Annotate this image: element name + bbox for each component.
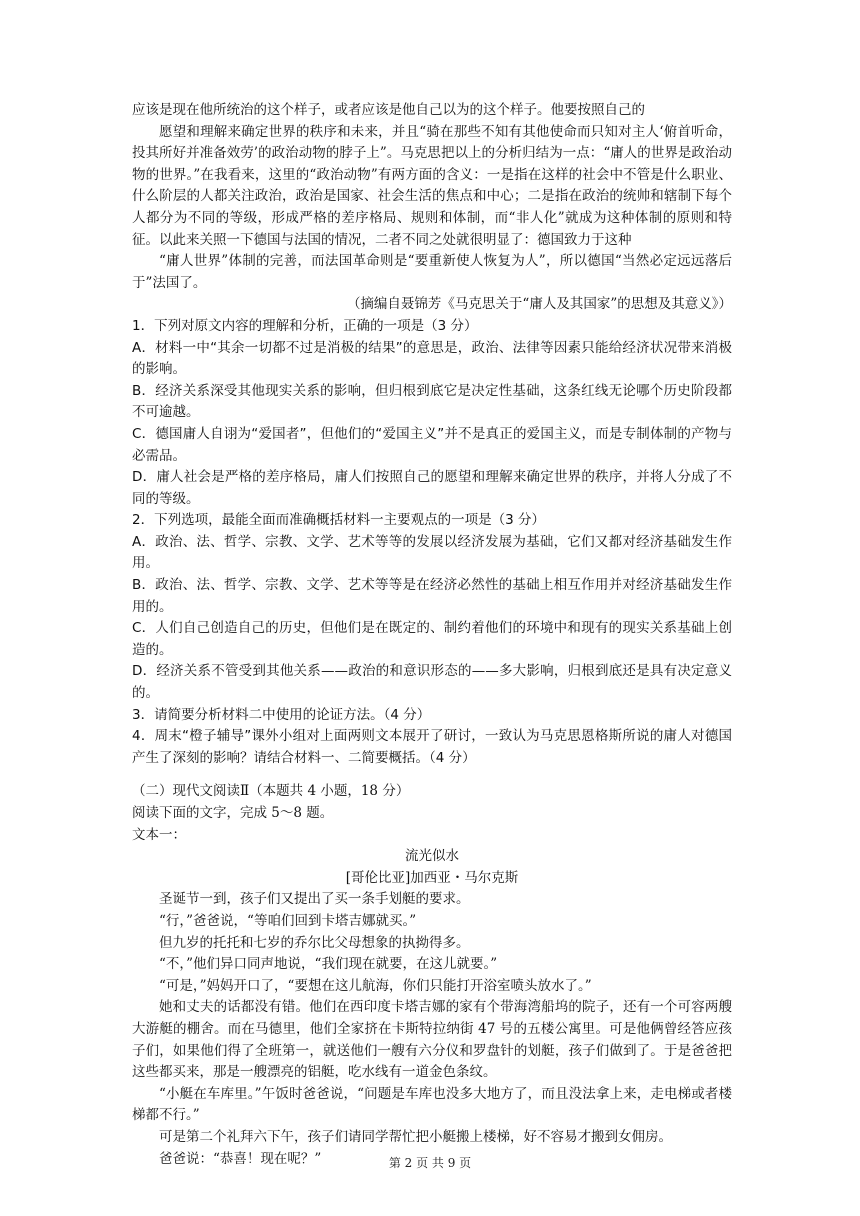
- question-2-option-c: C．人们自己创造自己的历史，但他们是在既定的、制约着他们的环境中和现有的现实关系基础上创造的。: [132, 620, 732, 658]
- question-2-option-d: D．经济关系不管受到其他关系——政治的和意识形态的——多大影响，归根到底还是具有决定意义的。: [132, 663, 732, 702]
- story-author: [哥伦比亚]加西亚・马尔克斯: [345, 869, 519, 886]
- question-2-option-a: A．政治、法、哲学、宗教、文学、艺术等等的发展以经济发展为基础，它们又都对经济基础发生作用。: [132, 533, 732, 572]
- story-paragraph: “可是，”妈妈开口了，“要想在这儿航海，你们只能打开浴室喷头放水了。”: [159, 977, 592, 994]
- source-citation: （摘编自聂锦芳《马克思关于“庸人及其国家”的思想及其意义》）: [346, 296, 732, 313]
- question-1-option-b: B．经济关系深受其他现实关系的影响，但归根到底它是决定性基础，这条红线无论哪个历史阶段都不可逾越。: [132, 382, 732, 421]
- question-1-option-d: D．庸人社会是严格的差序格局，庸人们按照自己的愿望和理解来确定世界的秩序，并将人分成了不同的等级。: [132, 469, 732, 507]
- question-1-option-a: A．材料一中“其余一切都不过是消极的结果”的意思是，政治、法律等因素只能给经济状况带来消极的影响。: [132, 339, 732, 378]
- story-paragraph: 她和丈夫的话都没有错。他们在西印度卡塔吉娜的家有个带海湾船坞的院子，还有一个可容两艘大游艇的棚舍。而在马德里，他们全家挤在卡斯特拉纳街 47 号的五楼公寓里。可是他俩曾经答应孩子们，如果他们得了全班第一，就送他们一艘有六分仪和罗盘针的划艇，孩子们做到了。于是爸爸把这些都买来，那是一艘漂亮的铝艇，吃水线有一道金色条纹。: [132, 999, 732, 1081]
- question-1-option-c: C．德国庸人自诩为“爱国者”，但他们的“爱国主义”并不是真正的爱国主义，而是专制体制的产物与必需品。: [132, 425, 732, 464]
- story-paragraph: “行，”爸爸说，“等咱们回到卡塔吉娜就买。”: [159, 912, 417, 929]
- question-3: 3．请简要分析材料二中使用的论证方法。（4 分）: [132, 706, 431, 723]
- story-paragraph: 但九岁的托托和七岁的乔尔比父母想象的执拗得多。: [159, 934, 470, 951]
- story-paragraph: 圣诞节一到，孩子们又提出了买一条手划艇的要求。: [159, 891, 470, 908]
- question-2: 2．下列选项，最能全面而准确概括材料一主要观点的一项是（3 分）: [132, 512, 545, 529]
- document-body: [132, 100, 732, 1170]
- paragraph: 应该是现在他所统治的这个样子，或者应该是他自己以为的这个样子。他要按照自己的: [132, 102, 645, 118]
- story-paragraph: “小艇在车库里。”午饭时爸爸说，“问题是车库也没多大地方了，而且没法拿上来，走电梯或者楼梯都不行。”: [132, 1085, 732, 1124]
- story-paragraph: “不，”他们异口同声地说，“我们现在就要，在这儿就要。”: [159, 956, 498, 973]
- paragraph: “庸人世界”体制的完善，而法国革命则是“要重新使人恢复为人”，所以德国“当然必定远远落后于”法国了。: [132, 253, 732, 291]
- question-1: 1．下列对原文内容的理解和分析，正确的一项是（3 分）: [132, 317, 478, 334]
- paragraph: 愿望和理解来确定世界的秩序和未来，并且“骑在那些不知有其他使命而只知对主人‘俯首听命，投其所好并准备效劳’的政治动物的脖子上”。马克思把以上的分析归结为一点：“庸人的世界是政治动物的世界。”在我看来，这里的“政治动物”有两方面的含义：一是指在这样的社会中不管是什么职业、什么阶层的人都关注政治，政治是国家、社会生活的焦点和中心；二是指在政治的统帅和辖制下每个人都分为不同的等级，形成严格的差序格局、规则和体制，而“非人化”就成为这种体制的原则和特征。以此来关照一下德国与法国的情况，二者不同之处就很明显了：德国致力于这种: [132, 123, 732, 248]
- reading-instruction: 阅读下面的文字，完成 5～8 题。: [132, 805, 334, 821]
- section-heading: （二）现代文阅读Ⅱ（本题共 4 小题，18 分）: [132, 783, 410, 800]
- spacer: [132, 769, 732, 781]
- question-4: 4．周末“橙子辅导”课外小组对上面两则文本展开了研讨，一致认为马克思恩格斯所说的庸人对德国产生了深刻的影响？请结合材料一、二简要概括。（4 分）: [132, 728, 732, 766]
- page-number: 第 2 页 共 9 页: [388, 1156, 472, 1170]
- text-label: 文本一：: [132, 826, 186, 843]
- story-title: 流光似水: [405, 848, 459, 865]
- story-paragraph: 爸爸说：“恭喜！现在呢？”: [159, 1150, 322, 1167]
- story-paragraph: 可是第二个礼拜六下午，孩子们请同学帮忙把小艇搬上楼梯，好不容易才搬到女佣房。: [159, 1128, 672, 1145]
- question-2-option-b: B．政治、法、哲学、宗教、文学、艺术等等是在经济必然性的基础上相互作用并对经济基础发生作用的。: [132, 577, 732, 615]
